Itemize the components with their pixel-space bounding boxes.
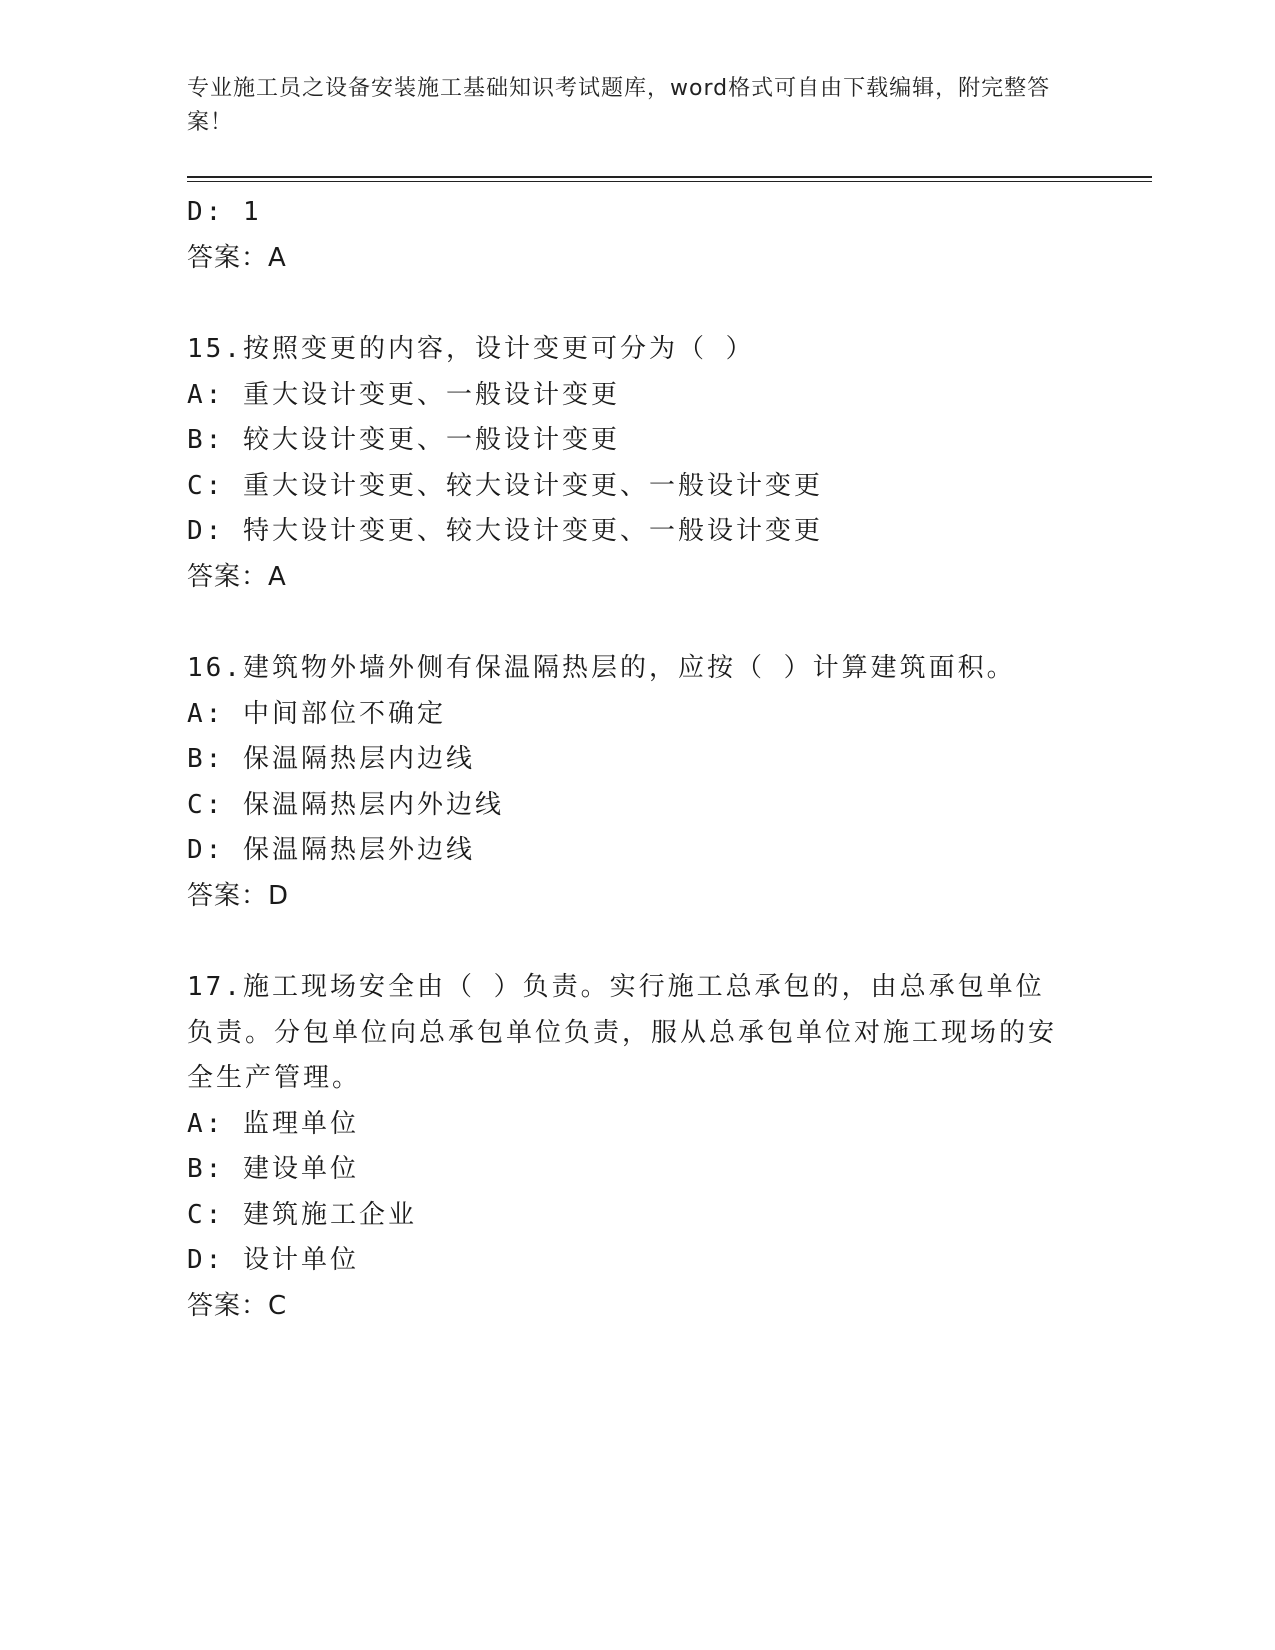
question-text: 16.建筑物外墙外侧有保温隔热层的，应按（ ）计算建筑面积。 <box>187 653 1016 683</box>
option-b: B: 较大设计变更、一般设计变更 <box>187 425 620 455</box>
spacer <box>187 600 1067 646</box>
option-d: D: 设计单位 <box>187 1245 359 1275</box>
option-a: A: 重大设计变更、一般设计变更 <box>187 379 620 410</box>
option-c: C: 建筑施工企业 <box>187 1199 417 1230</box>
carryover-answer: 答案：A <box>187 242 287 273</box>
option-a: A: 监理单位 <box>187 1108 359 1139</box>
header-rule-thin <box>187 181 1152 182</box>
question-16 <box>187 646 1067 919</box>
spacer <box>187 919 1067 965</box>
question-15 <box>187 327 1067 600</box>
option-b: B: 建设单位 <box>187 1154 359 1184</box>
question-text: 15.按照变更的内容，设计变更可分为（ ） <box>187 334 755 364</box>
question-17 <box>187 965 1067 1329</box>
carryover-option-d: D: 1 <box>187 197 262 227</box>
answer: 答案：A <box>187 561 287 592</box>
spacer <box>187 281 1067 327</box>
option-b: B: 保温隔热层内边线 <box>187 744 475 774</box>
document-header: 专业施工员之设备安装施工基础知识考试题库，word格式可自由下载编辑，附完整答案！ <box>187 76 1051 135</box>
option-c: C: 重大设计变更、较大设计变更、一般设计变更 <box>187 470 823 501</box>
answer: 答案：D <box>187 880 290 911</box>
question-list <box>187 190 1067 1329</box>
answer: 答案：C <box>187 1290 288 1321</box>
question-text: 17.施工现场安全由（ ）负责。实行施工总承包的，由总承包单位负责。分包单位向总承包单位负责，服从总承包单位对施工现场的安全生产管理。 <box>187 972 1058 1093</box>
header-rule-thick <box>187 176 1152 178</box>
option-a: A: 中间部位不确定 <box>187 698 446 729</box>
option-d: D: 保温隔热层外边线 <box>187 835 475 865</box>
option-d: D: 特大设计变更、较大设计变更、一般设计变更 <box>187 516 823 546</box>
option-c: C: 保温隔热层内外边线 <box>187 789 504 820</box>
